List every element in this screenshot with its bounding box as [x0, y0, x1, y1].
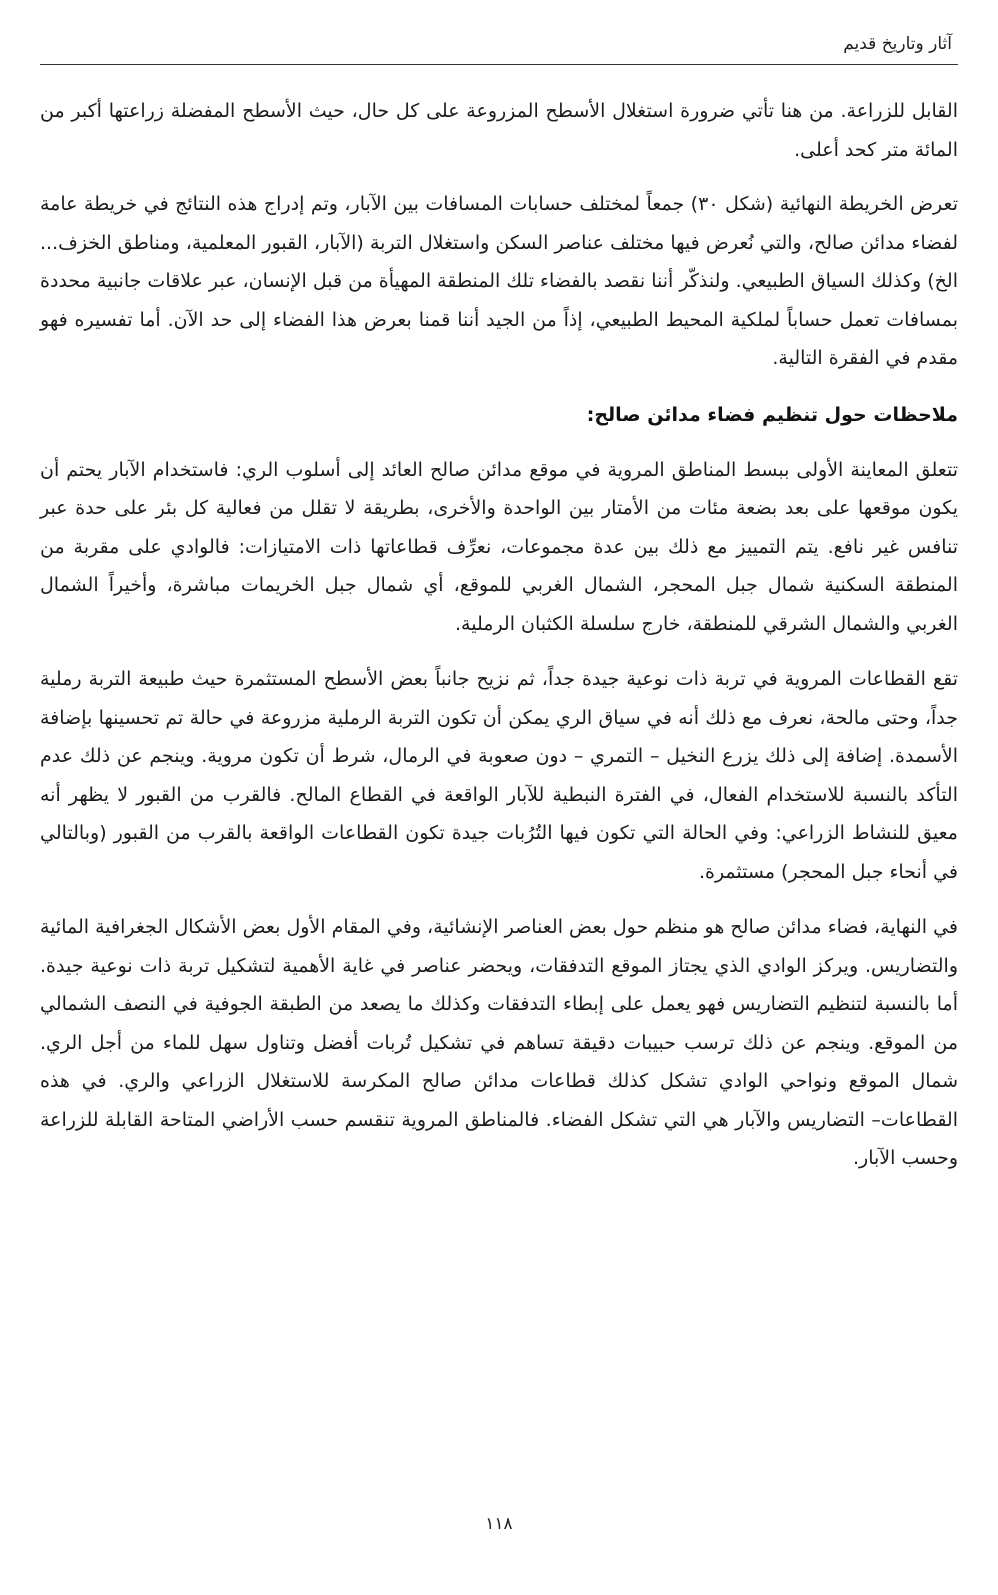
- paragraph-spacer: [40, 378, 958, 395]
- paragraph-spacer: [40, 643, 958, 660]
- page-number: ١١٨: [485, 1514, 513, 1534]
- paragraph-5: في النهاية، فضاء مدائن صالح هو منظم حول بعض العناصر الإنشائية، وفي المقام الأول بعض الأشكال الجغرافية المائية والتضاريس. ويركز الوادي الذي يجتاز الموقع التدفقات، ويحضر عناصر في غاية الأهمية لتشكيل تربة ذات نوعية جيدة. أما بالنسبة لتنظيم التضاريس فهو يعمل على إبطاء التدفقات وكذلك ما يصعد من الطبقة الجوفية في النصف الشمالي من الموقع. وينجم عن ذلك ترسب حبيبات دقيقة تساهم في تشكيل تُربات أفضل وتناول سهل للماء من أجل الري. شمال الموقع ونواحي الوادي تشكل كذلك قطاعات مدائن صالح المكرسة للاستغلال الزراعي والري. في هذه القطاعات– التضاريس والآبار هي التي تشكل الفضاء. فالمناطق المروية تنقسم حسب الأراضي المتاحة القابلة للزراعة وحسب الآبار.: [40, 916, 958, 1169]
- running-header-title: آثار وتاريخ قديم: [843, 34, 952, 54]
- paragraph-spacer: [40, 169, 958, 185]
- header-rule: [40, 64, 958, 65]
- section-heading: ملاحظات حول تنظيم فضاء مدائن صالح:: [586, 403, 958, 426]
- paragraph-spacer: [40, 435, 958, 451]
- paragraph-4: تقع القطاعات المروية في تربة ذات نوعية جيدة جداً، ثم نزيح جانباً بعض الأسطح المستثمرة حيث طبيعة التربة رملية جداً، وحتى مالحة، نعرف مع ذلك أنه في سياق الري يمكن أن تكون التربة الرملية مزروعة في حالة تم تحسينها بإضافة الأسمدة. إضافة إلى ذلك يزرع النخيل – التمري – دون صعوبة في الرمال، شرط أن تكون مروية. وينجم عن ذلك عدم التأكد بالنسبة للاستخدام الفعال، في الفترة النبطية للآبار الواقعة في القطاع المالح. فالقرب من القبور لا يظهر أنه معيق للنشاط الزراعي: وفي الحالة التي تكون فيها التُرُبات جيدة تكون القطاعات الواقعة بالقرب من القبور (وبالتالي في أنحاء جبل المحجر) مستثمرة.: [40, 668, 958, 883]
- paragraph-1: القابل للزراعة. من هنا تأتي ضرورة استغلال الأسطح المزروعة على كل حال، حيث الأسطح المفضلة زراعتها أكبر من المائة متر كحد أعلى.: [40, 100, 958, 161]
- paragraph-2: تعرض الخريطة النهائية (شكل ٣٠) جمعاً لمختلف حسابات المسافات بين الآبار، وتم إدراج هذه النتائج في خريطة عامة لفضاء مدائن صالح، والتي نُعرض فيها مختلف عناصر السكن واستغلال التربة (الآبار، القبور المعلمية، ومناطق الخزف... الخ) وكذلك السياق الطبيعي. ولنذكّر أننا نقصد بالفضاء تلك المنطقة المهيأة من قبل الإنسان، عبر علاقات جانبية محددة بمسافات تعمل حساباً لملكية المحيط الطبيعي، إذاً من الجيد أننا قمنا بعرض هذا الفضاء إلى حد الآن. أما تفسيره فهو مقدم في الفقرة التالية.: [40, 193, 958, 369]
- paragraph-spacer: [40, 891, 958, 908]
- body-text: [40, 92, 958, 1178]
- paragraph-3: تتعلق المعاينة الأولى ببسط المناطق المروية في موقع مدائن صالح العائد إلى أسلوب الري: فاستخدام الآبار يحتم أن يكون موقعها على بعد بضعة مئات من الأمتار بين الواحدة والأخرى، بطريقة لا تقلل من فعالية كل بئر على حدة عبر تنافس غير نافع. يتم التمييز مع ذلك بين عدة مجموعات، نعرِّف قطاعاتها ذات الامتيازات: فالوادي على مقربة من المنطقة السكنية شمال جبل المحجر، الشمال الغربي للموقع، أي شمال جبل الخريمات مباشرة، وأخيراً الشمال الغربي والشمال الشرقي للمنطقة، خارج سلسلة الكثبان الرملية.: [40, 458, 958, 635]
